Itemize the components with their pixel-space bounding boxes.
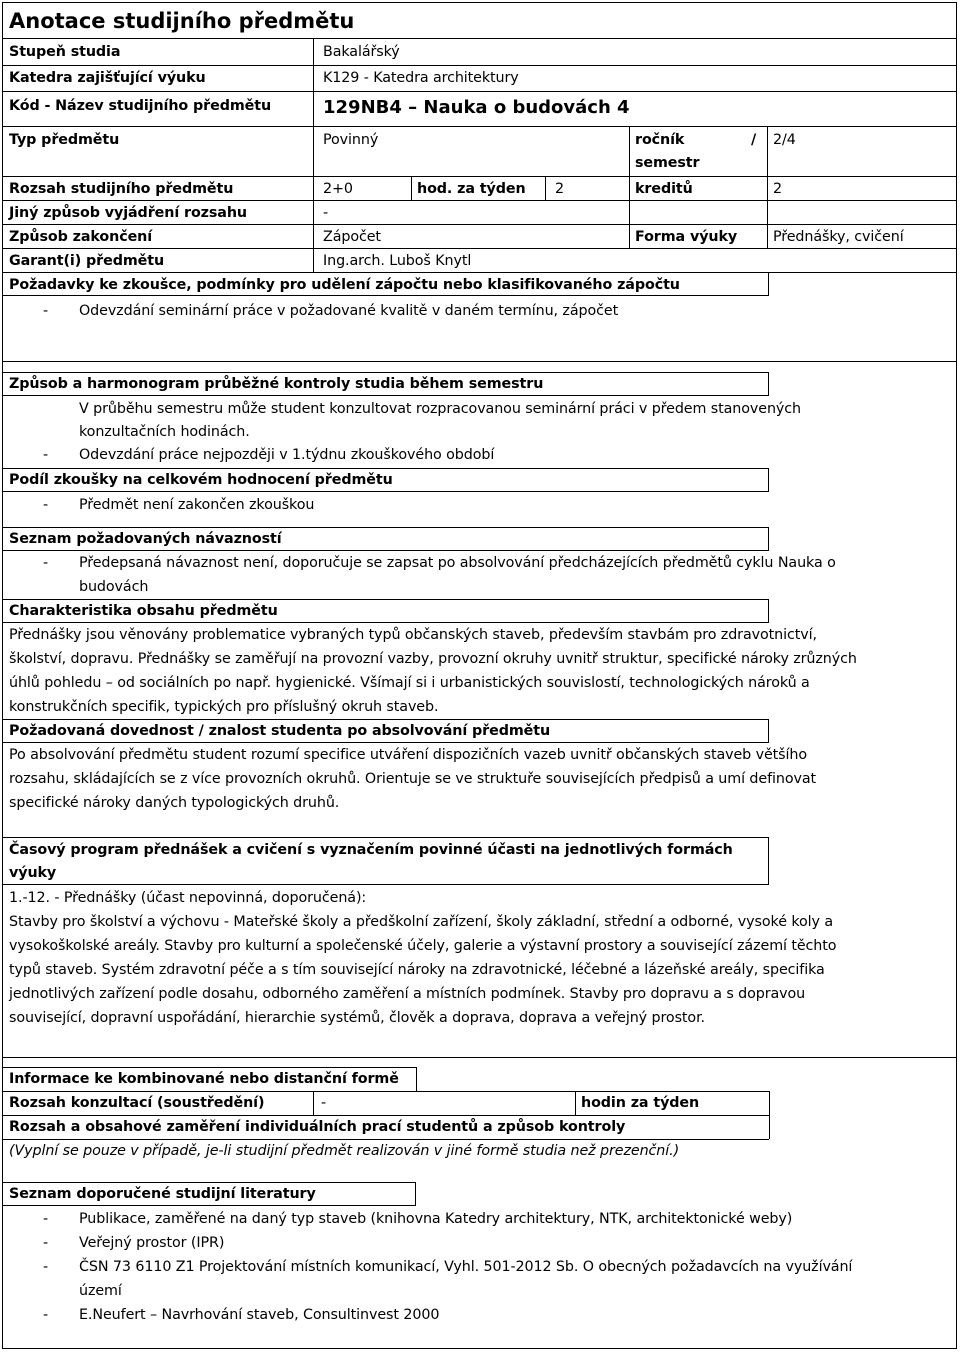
section-heading-casovy: Časový program přednášek a cvičení s vyznačením povinné účasti na jednotlivých formách (9, 842, 733, 858)
paragraph-line: úhlů pohledu – od sociálních po např. hygienické. Všímají si i urbanistických souvislostí, technologických nároků a (9, 675, 810, 691)
page-title: Anotace studijního předmětu (9, 9, 355, 33)
kredity-label: kreditů (635, 181, 693, 197)
paragraph-line: školství, dopravu. Přednášky se zaměřují na provozní vazby, provozní okruhy uvnitř struktur, specifické nároky zrůzných (9, 651, 857, 667)
row-value-katedra: K129 - Katedra architektury (323, 70, 519, 86)
row-label-stupen: Stupeň studia (9, 44, 121, 60)
bullet-dash: - (43, 497, 49, 513)
paragraph-line: Přednášky jsou věnovány problematice vybraných typů občanských staveb, především stavbám pro zdravotnictví, (9, 627, 817, 643)
bullet-dash: - (43, 1235, 49, 1251)
divider (3, 1057, 956, 1058)
paragraph-line: rozsahu, skládajících se z více provozních okruhů. Orientuje se ve struktuře souvisejících předpisů a umí definovat (9, 771, 817, 787)
section-heading-casovy-cont: výuky (9, 865, 57, 881)
paragraph-line: budovách (79, 579, 149, 595)
course-code-name: 129NB4 – Nauka o budovách 4 (323, 97, 630, 118)
literature-item: Publikace, zaměřené na daný typ staveb (knihovna Katedry architektury, NTK, architektonické weby) (79, 1211, 793, 1227)
rocnik-value: 2/4 (773, 132, 796, 148)
paragraph-line: Předepsaná návaznost není, doporučuje se zapsat po absolvování předcházejících předmětů cyklu Nauka o (79, 555, 836, 571)
section-heading-obsah: Rozsah a obsahové zaměření individuálních prací studentů a způsob kontroly (9, 1119, 626, 1135)
hod-value: 2 (555, 181, 564, 197)
row-label-rozsah: Rozsah studijního předmětu (9, 181, 234, 197)
rocnik-slash: / (751, 132, 757, 148)
row-value-rozsah: 2+0 (323, 181, 353, 197)
paragraph-line: specifické nároky daných typologických druhů. (9, 795, 340, 811)
section-heading-kombinovana: Informace ke kombinované nebo distanční formě (9, 1071, 399, 1087)
list-item: Odevzdání práce nejpozději v 1.týdnu zkouškového období (79, 447, 495, 463)
hodin-label: hodin za týden (581, 1095, 700, 1111)
bullet-dash: - (43, 1307, 49, 1323)
row-label-typ: Typ předmětu (9, 132, 120, 148)
divider (3, 361, 956, 362)
section-heading-charakteristika: Charakteristika obsahu předmětu (9, 603, 278, 619)
bullet-dash: - (43, 1259, 49, 1275)
paragraph-line: vysokoškolské areály. Stavby pro kulturní a společenské účely, galerie a výstavní prostory a související zázemí těchto (9, 938, 837, 954)
forma-label: Forma výuky (635, 229, 738, 245)
annotation-document (2, 2, 957, 1349)
paragraph-line: konstrukčních specifik, typických pro příslušný okruh staveb. (9, 699, 439, 715)
divider (3, 38, 956, 39)
section-heading-dovednost: Požadovaná dovednost / znalost studenta po absolvování předmětu (9, 723, 551, 739)
literature-item: Veřejný prostor (IPR) (79, 1235, 225, 1251)
row-value-typ: Povinný (323, 132, 379, 148)
kredity-value: 2 (773, 181, 782, 197)
row-value-jiny: - (323, 205, 329, 221)
konzultace-label: Rozsah konzultací (soustředění) (9, 1095, 265, 1111)
paragraph-line: Stavby pro školství a výchovu - Mateřské školy a předškolní zařízení, školy základní, střední a odborné, vysoké koly a (9, 914, 833, 930)
bullet-dash: - (43, 555, 49, 571)
hod-label: hod. za týden (417, 181, 526, 197)
italic-note: (Vyplní se pouze v případě, je-li studijní předmět realizován v jiné formě studia než prezenční.) (9, 1143, 680, 1159)
bullet-dash: - (43, 447, 49, 463)
section-heading-podil: Podíl zkoušky na celkovém hodnocení předmětu (9, 472, 393, 488)
bullet-dash: - (43, 303, 49, 319)
row-label-garant: Garant(i) předmětu (9, 253, 165, 269)
section-heading-pozadavky: Požadavky ke zkoušce, podmínky pro udělení zápočtu nebo klasifikovaného zápočtu (9, 277, 680, 293)
row-label-katedra: Katedra zajišťující výuku (9, 70, 206, 86)
list-item: Předmět není zakončen zkouškou (79, 497, 315, 513)
row-label-zpusob: Způsob zakončení (9, 229, 153, 245)
row-value-stupen: Bakalářský (323, 44, 400, 60)
paragraph-line: 1.-12. - Přednášky (účast nepovinná, doporučená): (9, 890, 367, 906)
paragraph-line: typů staveb. Systém zdravotní péče a s tím související nároky na zdravotnické, léčebné a lázeňské areály, specifika (9, 962, 825, 978)
section-heading-harmonogram: Způsob a harmonogram průběžné kontroly studia během semestru (9, 376, 544, 392)
section-heading-literatura: Seznam doporučené studijní literatury (9, 1186, 316, 1202)
section-heading-navaznosti: Seznam požadovaných návazností (9, 531, 282, 547)
paragraph-line: Po absolvování předmětu student rozumí specifice utváření dispozičních vazeb uvnitř občanských staveb většího (9, 747, 807, 763)
paragraph-line: konzultačních hodinách. (79, 424, 250, 440)
forma-value: Přednášky, cvičení (773, 229, 904, 245)
semestr-label: semestr (635, 155, 700, 171)
row-label-jiny: Jiný způsob vyjádření rozsahu (9, 205, 248, 221)
list-item: Odevzdání seminární práce v požadované kvalitě v daném termínu, zápočet (79, 303, 619, 319)
literature-item: ČSN 73 6110 Z1 Projektování místních komunikací, Vyhl. 501-2012 Sb. O obecných požadavcích na využívání (79, 1259, 853, 1275)
bullet-dash: - (43, 1211, 49, 1227)
literature-item-cont: území (79, 1283, 122, 1299)
row-value-garant: Ing.arch. Luboš Knytl (323, 253, 472, 269)
paragraph-line: související, dopravní uspořádání, hierarchie systémů, člověk a doprava, doprava a veřejný prostor. (9, 1010, 705, 1026)
rocnik-label: ročník (635, 132, 685, 148)
row-label-kod: Kód - Název studijního předmětu (9, 98, 272, 114)
literature-item: E.Neufert – Navrhování staveb, Consultinvest 2000 (79, 1307, 440, 1323)
paragraph-line: jednotlivých zařízení podle dosahu, odborného zaměření a místních podmínek. Stavby pro dopravu a s dopravou (9, 986, 806, 1002)
konzultace-value: - (321, 1095, 327, 1111)
row-value-zpusob: Zápočet (323, 229, 381, 245)
paragraph-line: V průběhu semestru může student konzultovat rozpracovanou seminární práci v předem stanovených (79, 401, 801, 417)
